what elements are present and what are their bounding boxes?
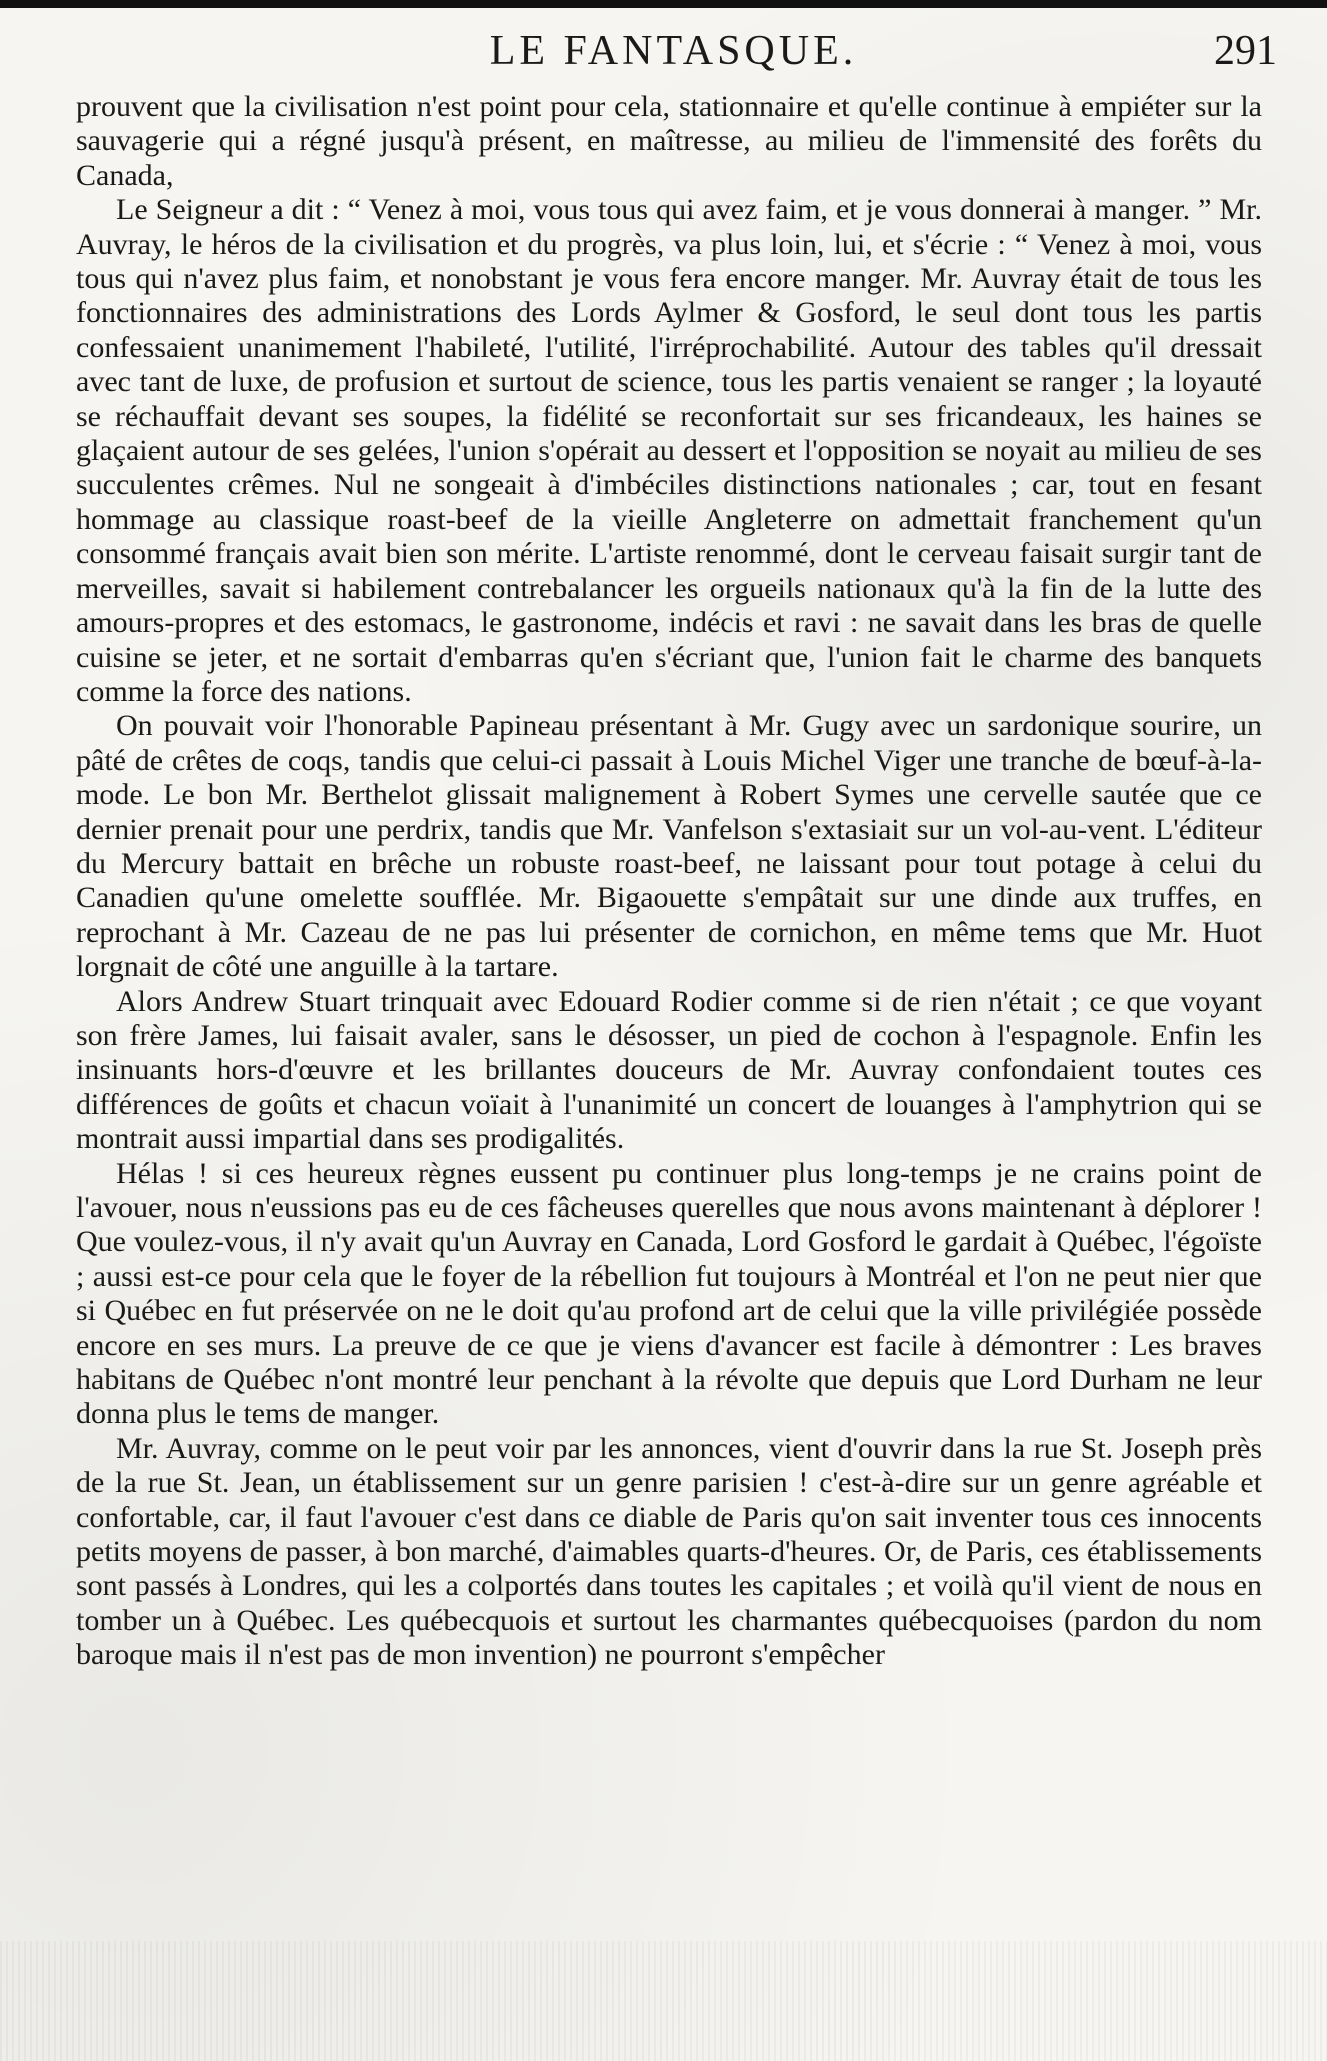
paragraph-5: Hélas ! si ces heureux règnes eussent pu continuer plus long-temps je ne crains point de l'avouer, nous n'eussions pas eu de ces fâcheuses querelles que nous avons maintenant à déplorer ! Que voulez-vous, il n'y avait qu'un Auvray en Canada, Lord Gosford le gardait à Québec, l'égoïste ; aussi est-ce pour cela que le foyer de la rébellion fut toujours à Montréal et l'on ne peut nier que si Québec en fut préservée on ne le doit qu'au profond art de celui que la ville privilégiée possède encore en ses murs. La preuve de ce que je viens d'avancer est facile à démontrer : Les braves habitans de Québec n'ont montré leur penchant à la révolte que depuis que Lord Durham ne leur donna plus le tems de manger. — [76, 1156, 1262, 1431]
paragraph-3: On pouvait voir l'honorable Papineau présentant à Mr. Gugy avec un sardonique sourire, un pâté de crêtes de coqs, tandis que celui-ci passait à Louis Michel Viger une tranche de bœuf-à-la-mode. Le bon Mr. Berthelot glissait malignement à Robert Symes une cervelle sautée que ce dernier prenait pour une perdrix, tandis que Mr. Vanfelson s'extasiait sur un vol-au-vent. L'éditeur du Mercury battait en brêche un robuste roast-beef, ne laissant pour tout potage à celui du Canadien qu'une omelette soufflée. Mr. Bigaouette s'empâtait sur une dinde aux truffes, en reprochant à Mr. Cazeau de ne pas lui présenter de cornichon, en même tems que Mr. Huot lorgnait de côté une anguille à la tartare. — [76, 709, 1262, 984]
top-border-rule — [0, 0, 1327, 8]
running-header — [70, 20, 1277, 82]
article-body — [76, 90, 1262, 1673]
paragraph-6: Mr. Auvray, comme on le peut voir par les annonces, vient d'ouvrir dans la rue St. Joseph près de la rue St. Jean, un établissement sur un genre parisien ! c'est-à-dire sur un genre agréable et confortable, car, il faut l'avouer c'est dans ce diable de Paris qu'on sait inventer tous ces innocents petits moyens de passer, à bon marché, d'aimables quarts-d'heures. Or, de Paris, ces établissements sont passés à Londres, qui les a colportés dans toutes les capitales ; et voilà qu'il vient de nous en tomber un à Québec. Les québecquois et surtout les charmantes québecquoises (pardon du nom baroque mais il n'est pas de mon invention) ne pourront s'empêcher — [76, 1431, 1262, 1672]
page-number: 291 — [1214, 28, 1277, 74]
paragraph-2: Le Seigneur a dit : “ Venez à moi, vous tous qui avez faim, et je vous donnerai à manger. ” Mr. Auvray, le héros de la civilisation et du progrès, va plus loin, lui, et s'écrie : “ Venez à moi, vous tous qui n'avez plus faim, et nonobstant je vous fera encore manger. Mr. Auvray était de tous les fonctionnaires des administrations des Lords Aylmer & Gosford, le seul dont tous les partis confessaient unanimement l'habileté, l'utilité, l'irréprochabilité. Autour des tables qu'il dressait avec tant de luxe, de profusion et surtout de science, tous les partis venaient se ranger ; la loyauté se réchauffait devant ses soupes, la fidélité se reconfortait sur ses fricandeaux, les haines se glaçaient autour de ses gelées, l'union s'opérait au dessert et l'opposition se noyait au milieu de ses succulentes crêmes. Nul ne songeait à d'imbéciles distinctions nationales ; car, tout en fesant hommage au classique roast-beef de la vieille Angleterre on admettait franchement qu'un consommé français avait bien son mérite. L'artiste renommé, dont le cerveau faisait surgir tant de merveilles, savait si habilement contrebalancer les orgueils nationaux qu'à la fin de la lutte des amours-propres et des estomacs, le gastronome, indécis et ravi : ne savait dans les bras de quelle cuisine se jeter, et ne sortait d'embarras qu'en s'écriant que, l'union fait le charme des banquets comme la force des nations. — [76, 193, 1262, 708]
paragraph-1: prouvent que la civilisation n'est point pour cela, stationnaire et qu'elle continue à empiéter sur la sauvagerie qui a régné jusqu'à présent, en maîtresse, au milieu de l'immensité des forêts du Canada, — [76, 90, 1262, 192]
journal-title: LE FANTASQUE. — [489, 28, 858, 74]
scan-noise-footer — [0, 1941, 1327, 2061]
paragraph-4: Alors Andrew Stuart trinquait avec Edouard Rodier comme si de rien n'était ; ce que voyant son frère James, lui faisait avaler, sans le désosser, un pied de cochon à l'espagnole. Enfin les insinuants hors-d'œuvre et les brillantes douceurs de Mr. Auvray confondaient toutes ces différences de goûts et chacun voïait à l'unanimité un concert de louanges à l'amphytrion qui se montrait aussi impartial dans ses prodigalités. — [76, 984, 1262, 1156]
